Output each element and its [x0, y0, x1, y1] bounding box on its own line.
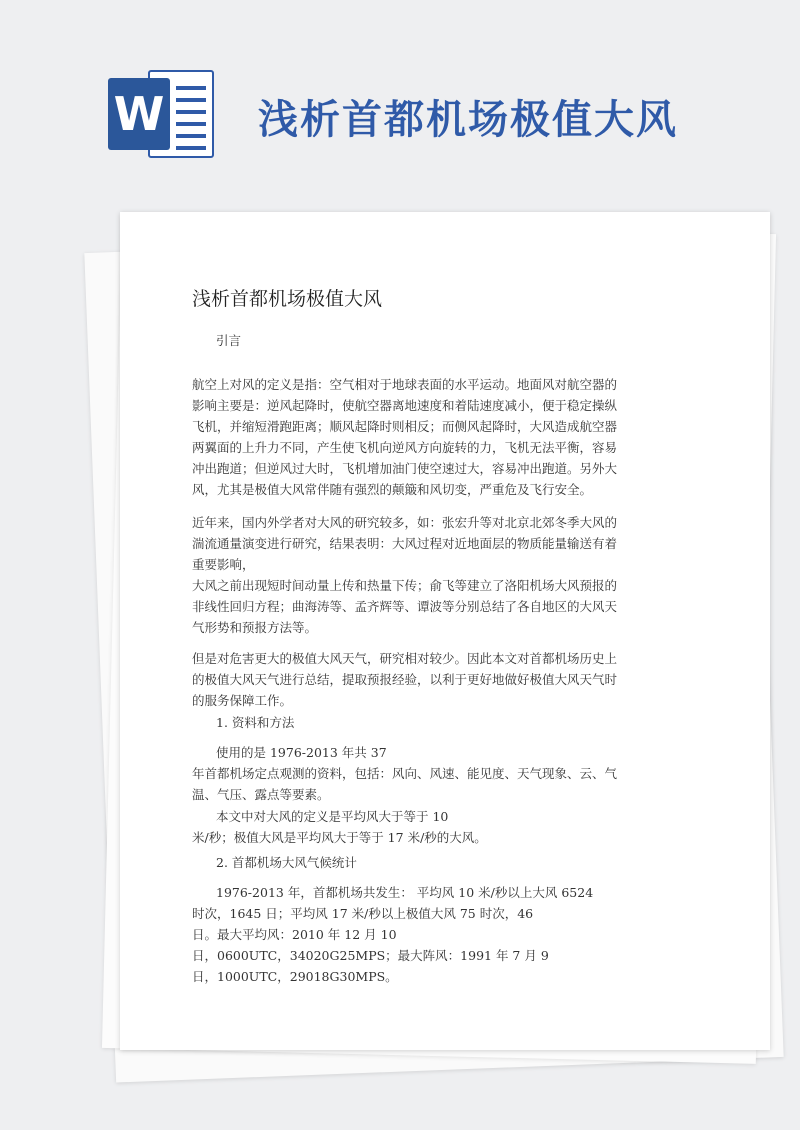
text-line: 但是对危害更大的极值大风天气，研究相对较少。因此本文对首都机场历史上: [192, 651, 618, 666]
paragraph-research: [192, 512, 617, 638]
text-line: 1976-2013 年，首都机场共发生： 平均风 10 米/秒以上大风 6524: [216, 885, 594, 900]
text-line: 湍流通量演变进行研究，结果表明：大风过程对近地面层的物质能量输送有着: [192, 536, 618, 551]
document-page: [120, 212, 770, 1050]
text-line: 使用的是 1976-2013 年共 37: [216, 745, 387, 760]
text-line: 影响主要是：逆风起降时，使航空器离地速度和着陆速度减小，便于稳定操纵: [192, 398, 618, 413]
text-line: 的极值大风天气进行总结，提取预报经验，以利于更好地做好极值大风天气时: [192, 672, 618, 687]
text-line: 近年来，国内外学者对大风的研究较多，如：张宏升等对北京北郊冬季大风的: [192, 515, 618, 530]
text-line: 风，尤其是极值大风常伴随有强烈的颠簸和风切变，严重危及飞行安全。: [192, 482, 593, 497]
text-line: 温、气压、露点等要素。: [192, 787, 330, 802]
text-line: 时次，1645 日；平均风 17 米/秒以上极值大风 75 时次，46: [192, 906, 534, 921]
section-heading-text: 2. 首都机场大风气候统计: [216, 855, 357, 870]
text-line: 大风之前出现短时间动量上传和热量下传；俞飞等建立了洛阳机场大风预报的: [192, 578, 618, 593]
banner-title: 浅析首都机场极值大风: [258, 97, 678, 143]
text-line: 非线性回归方程；曲海涛等、孟齐辉等、谭波等分别总结了各自地区的大风天: [192, 599, 618, 614]
text-line: 年首都机场定点观测的资料，包括：风向、风速、能见度、天气现象、云、气: [192, 766, 618, 781]
text-line: 航空上对风的定义是指：空气相对于地球表面的水平运动。地面风对航空器的: [192, 377, 618, 392]
intro-heading: [192, 330, 241, 351]
paragraph-aviation-wind: [192, 374, 617, 500]
section-heading-climate: [192, 852, 357, 873]
intro-heading-text: 引言: [216, 333, 242, 348]
text-line: 的服务保障工作。: [192, 693, 293, 708]
paragraph-statistics: [192, 882, 593, 987]
text-line: 日，0600UTC，34020G25MPS；最大阵风：1991 年 7 月 9: [192, 948, 549, 963]
text-line: 日，1000UTC，29018G30MPS。: [192, 969, 398, 984]
paragraph-purpose: [192, 648, 617, 711]
text-line: 飞机，并缩短滑跑距离；顺风起降时则相反；而侧风起降时，大风造成航空器: [192, 419, 618, 434]
text-line: 重要影响，: [192, 557, 255, 572]
text-line: 米/秒；极值大风是平均风大于等于 17 米/秒的大风。: [192, 830, 487, 845]
paragraph-data-source: [192, 742, 617, 805]
text-line: 两翼面的上升力不同，产生使飞机向逆风方向旋转的力，飞机无法平衡，容易: [192, 440, 618, 455]
text-line: 气形势和预报方法等。: [192, 620, 318, 635]
paragraph-definition: [192, 806, 487, 848]
word-badge: W: [108, 78, 170, 150]
text-line: 本文中对大风的定义是平均风大于等于 10: [216, 809, 449, 824]
word-icon: [108, 70, 216, 158]
section-heading-data: [192, 712, 294, 733]
text-line: 日。最大平均风：2010 年 12 月 10: [192, 927, 397, 942]
text-line: 冲出跑道；但逆风过大时，飞机增加油门使空速过大，容易冲出跑道。另外大: [192, 461, 618, 476]
section-heading-text: 1. 资料和方法: [216, 715, 295, 730]
document-title: 浅析首都机场极值大风: [192, 288, 383, 310]
banner: [0, 0, 800, 200]
